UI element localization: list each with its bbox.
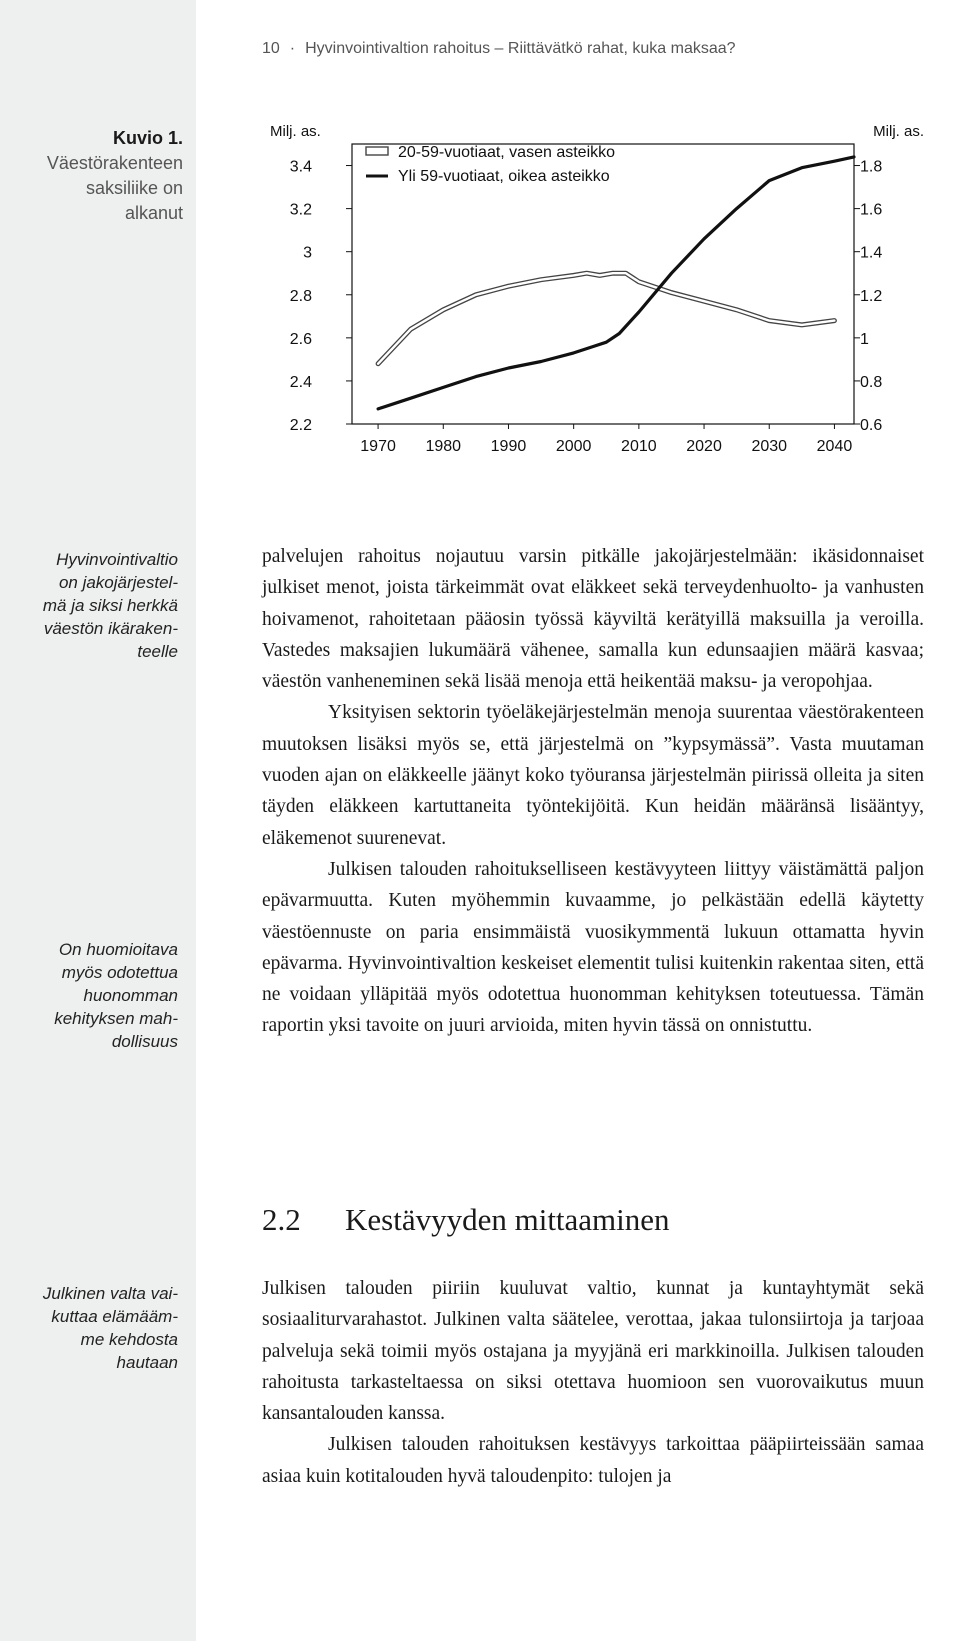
right-axis-unit: Milj. as. — [873, 123, 924, 140]
x-axis-tick-label: 2020 — [686, 438, 722, 455]
section-title: Kestävyyden mittaaminen — [345, 1202, 670, 1237]
page-number: 10 — [262, 40, 280, 57]
left-axis-tick-label: 2.6 — [289, 330, 312, 348]
paragraph: Julkisen talouden rahoitukselliseen kestävyyteen liittyy väistämättä paljon epävarmuutta. Kuten myöhemmin kuvaamme, jo pelkästään edellä käytetty väestöennuste on paria ensimmäistä vuosikymmentä lukuun ottamatta hyvin epävarma. Hyvinvointivaltion keskeiset elementit tulisi kuitenkin rakentaa siten, että ne voidaan ylläpitää myös odotettua huonomman kehityksen toteutuessa. Tämän raportin yksi tavoite on juuri arvioida, miten hyvin tässä on onnistuttu. — [262, 858, 924, 1037]
running-title: Hyvinvointivaltion rahoitus – Riittävätkö rahat, kuka maksaa? — [305, 40, 736, 57]
x-axis-tick-label: 2000 — [555, 438, 592, 455]
figure-caption — [0, 126, 183, 226]
left-axis-tick-label: 2.2 — [289, 417, 312, 434]
legend-label-over-59: Yli 59-vuotiaat, oikea asteikko — [398, 168, 610, 185]
header-separator: · — [289, 40, 296, 57]
x-axis-tick-label: 2030 — [751, 438, 788, 455]
left-axis-tick-label: 3.4 — [289, 158, 312, 176]
side-note-welfare-state: Hyvinvointivaltio on jakojärjestel- mä ja siksi herkkä väestön ikäraken- teelle — [42, 550, 178, 661]
body-text-bottom — [262, 1273, 924, 1492]
right-axis-tick-label: 1.6 — [860, 201, 883, 219]
x-axis-tick-label: 2010 — [621, 438, 657, 455]
figure-number: Kuvio 1. — [112, 128, 183, 148]
paragraph: Julkisen talouden rahoituksen kestävyys tarkoittaa pääpiirteissään samaa asiaa kuin kotitalouden hyvä taloudenpito: tulojen ja — [262, 1434, 924, 1487]
section-heading — [262, 1202, 924, 1238]
running-header — [262, 40, 922, 58]
left-axis-unit: Milj. as. — [270, 123, 321, 140]
right-axis-tick-label: 1.2 — [860, 287, 883, 305]
series-line-over-59 — [378, 157, 854, 409]
legend-label-working-age: 20-59-vuotiaat, vasen asteikko — [398, 144, 616, 161]
margin-sidebar — [0, 0, 196, 1641]
x-axis-tick-label: 1970 — [360, 438, 396, 455]
right-axis-tick-label: 0.6 — [860, 417, 883, 434]
right-axis-tick-label: 1.8 — [860, 158, 883, 176]
left-axis-tick-label: 2.8 — [289, 287, 312, 305]
x-axis-tick-label: 1990 — [490, 438, 527, 455]
x-axis-tick-label: 1980 — [425, 438, 462, 455]
paragraph: Yksityisen sektorin työeläkejärjestelmän menoja suurentaa väestörakenteen muutoksen lisäksi myös se, että järjestelmä on ”kypsymässä”. Vasta muutaman vuoden ajan on eläkkeelle jäänyt koko työuransa järjestelmän piirissä olleita ja siten täyden eläkkeen kartuttaneita työntekijöitä. Kun heidän määränsä lisääntyy, eläkemenot suurenevat. — [262, 702, 924, 849]
x-axis-tick-label: 2040 — [816, 438, 853, 455]
legend-swatch-working-age — [366, 147, 388, 155]
series-line-working-age — [378, 273, 834, 364]
left-axis-tick-label: 3.2 — [289, 201, 312, 219]
paragraph: Julkisen talouden piiriin kuuluvat valtio, kunnat ja kuntayhtymät sekä sosiaaliturvarahastot. Julkinen valta säätelee, verottaa, jakaa tulonsiirtoja ja tarjoaa palveluja sekä toimii myös ostajana ja myyjänä eri markkinoilla. Julkisen talouden rahoitusta tarkasteltaessa on siksi otettava huomioon sen vuorovaikutus muun kansantalouden kanssa. — [262, 1278, 924, 1425]
left-axis-tick-label: 2.4 — [289, 373, 312, 391]
plot-frame — [352, 144, 854, 424]
body-text-top — [262, 541, 924, 1042]
side-note-worse-development: On huomioitava myös odotettua huonomman kehityksen mah- dollisuus — [54, 940, 178, 1051]
side-note-public-power: Julkinen valta vai- kuttaa elämääm- me kehdosta hautaan — [42, 1284, 178, 1372]
paragraph: palvelujen rahoitus nojautuu varsin pitkälle jakojärjestelmään: ikäsidonnaiset julkiset menot, joista tärkeimmät ovat eläkkeet sekä terveydenhuolto- ja vanhusten hoivamenot, rahoitetaan pääosin työssä käyviltä kerätyillä maksuilla ja veroilla. Vastedes maksajien lukumäärä vähenee, samalla kun edunsaajien määrä kasvaa; väestön vanheneminen sekä lisää menoja että heikentää maksu- ja veropohjaa. — [262, 546, 924, 693]
population-line-chart — [262, 118, 932, 488]
left-axis-tick-label: 3 — [303, 244, 312, 262]
right-axis-tick-label: 1 — [860, 330, 869, 348]
right-axis-tick-label: 1.4 — [860, 244, 883, 262]
section-number: 2.2 — [262, 1202, 301, 1237]
right-axis-tick-label: 0.8 — [860, 373, 883, 391]
figure-caption-text: Väestörakenteen saksiliike on alkanut — [46, 153, 183, 223]
